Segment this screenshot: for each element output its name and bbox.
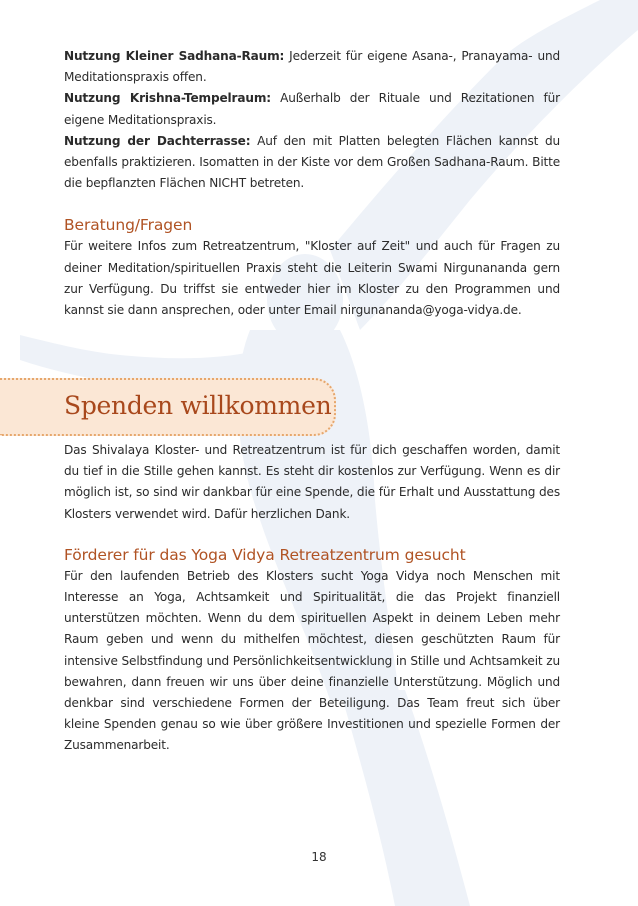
heading-beratung: Beratung/Fragen (64, 216, 193, 235)
label-krishna-tempelraum: Nutzung Krishna-Tempelraum: (64, 91, 271, 106)
section-title-spenden: Spenden willkommen (64, 391, 332, 420)
paragraph-beratung: Für weitere Infos zum Retreatzentrum, "Kloster auf Zeit" und auch für Fragen zu deiner Meditation/spirituellen Praxis steht die Leiterin Swami Nirgunananda gern zur Verfügung. Du triffst sie entweder hier im Kloster zu den Programmen und kannst sie dann ansprechen, oder unter Email nirgunananda@yoga-vidya.de. (64, 239, 560, 318)
label-kleiner-sadhana-raum: Nutzung Kleiner Sadhana-Raum: (64, 49, 285, 63)
paragraph-spenden: Das Shivalaya Kloster- und Retreatzentrum ist für dich geschaffen worden, damit du tief in die Stille gehen kannst. Es steht dir kostenlos zur Verfügung. Wenn es dir möglich ist, so sind wir dankbar für eine Spende, die für Erhalt und Ausstattung des Klosters verwendet wird. Dafür herzlichen Dank. (64, 443, 560, 521)
heading-foerderer: Förderer für das Yoga Vidya Retreatzentrum gesucht (64, 545, 466, 564)
text-dachterrasse: Auf den mit Platten belegten Flächen kannst du ebenfalls praktizieren. Isomatten in der Kiste vor dem Großen Sadhana-Raum. Bitte die bepflanzten Flächen NICHT betreten. (64, 133, 560, 191)
paragraph-foerderer: Für den laufenden Betrieb des Klosters sucht Yoga Vidya noch Menschen mit Interesse an Yoga, Achtsamkeit und Spiritualität, die das Projekt finanziell unterstützen möchten. Wenn du dem spirituellen Aspekt in deinem Leben mehr Raum geben und wenn du mithelfen möchtest, diesen geschützten Raum für intensive Selbstfindung und Persönlichkeitsentwicklung in Stille und Achtsamkeit zu bewahren, dann freuen wir uns über deine finanzielle Unterstützung. Möglich und denkbar sind verschiedene Formen der Beteiligung. Das Team freut sich über kleine Spenden genau so wie über größere Investitionen und spezielle Formen der Zusammenarbeit. (64, 568, 560, 753)
page-content-lower (64, 440, 560, 757)
paragraph-kleiner-sadhana-raum (64, 46, 560, 88)
paragraph-dachterrasse (64, 131, 560, 195)
label-dachterrasse: Nutzung der Dachterrasse: (64, 133, 251, 148)
paragraph-krishna-tempelraum (64, 88, 560, 130)
text-krishna-tempelraum: Außerhalb der Rituale und Rezitationen für eigene Meditationspraxis. (64, 91, 560, 127)
text-kleiner-sadhana-raum: Jederzeit für eigene Asana-, Pranayama- und Meditationspraxis offen. (64, 49, 560, 85)
page-number: 18 (311, 850, 327, 864)
page-content (64, 46, 560, 321)
